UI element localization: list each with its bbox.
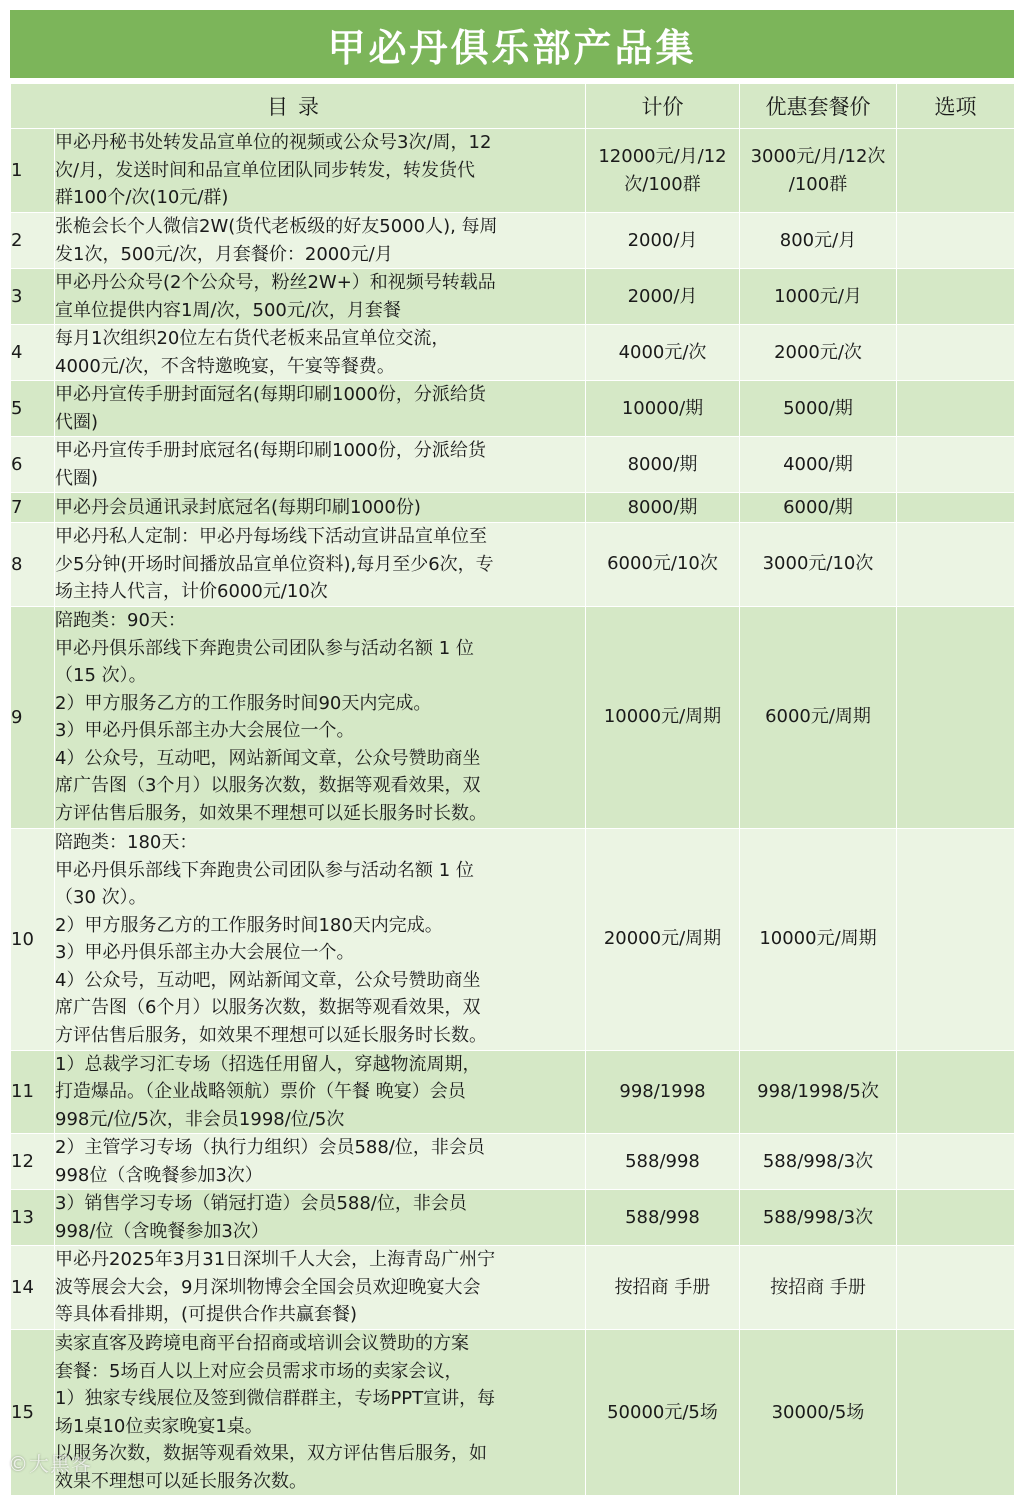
row-option-cell[interactable]: [897, 523, 1015, 607]
description-line: 4000元/次，不含特邀晚宴，午宴等餐费。: [55, 355, 395, 377]
row-number: 7: [11, 493, 55, 523]
description-line: 场1桌10位卖家晚宴1桌。: [55, 1415, 263, 1437]
row-description: [55, 523, 586, 607]
price-line: 8000/期: [627, 496, 698, 518]
row-package-price: [740, 523, 897, 607]
row-option-cell[interactable]: [897, 828, 1015, 1050]
row-option-cell[interactable]: [897, 1190, 1015, 1246]
description-line: 宣单位提供内容1周/次，500元/次，月套餐: [55, 299, 401, 321]
row-package-price: [740, 606, 897, 828]
row-package-price: [740, 381, 897, 437]
description-line: 2）甲方服务乙方的工作服务时间180天内完成。: [55, 914, 443, 936]
table-row: [11, 1246, 1015, 1330]
row-package-price: [740, 1190, 897, 1246]
price-line: 588/998: [625, 1150, 700, 1172]
price-line: 8000/期: [627, 453, 698, 475]
package-line: 6000/期: [783, 496, 853, 518]
package-line: 6000元/周期: [765, 706, 871, 727]
row-number: 6: [11, 437, 55, 493]
row-number: 15: [11, 1330, 55, 1496]
row-price: [586, 381, 740, 437]
description-line: 998位（含晚餐参加3次）: [55, 1164, 263, 1186]
description-line: 陪跑类：90天：: [55, 610, 186, 631]
row-package-price: [740, 1246, 897, 1330]
price-line: 12000元/月/12: [598, 145, 727, 167]
row-number: 3: [11, 269, 55, 325]
description-line: 2）甲方服务乙方的工作服务时间90天内完成。: [55, 692, 432, 714]
row-description: [55, 828, 586, 1050]
price-line: 按招商 手册: [614, 1276, 711, 1298]
price-line: 50000元/5场: [607, 1401, 718, 1423]
row-description: [55, 381, 586, 437]
table-row: [11, 828, 1015, 1050]
description-line: （30 次）。: [55, 887, 147, 908]
row-package-price: [740, 269, 897, 325]
row-number: 13: [11, 1190, 55, 1246]
price-line: 2000/月: [627, 285, 698, 307]
description-line: 卖家直客及跨境电商平台招商或培训会议赞助的方案: [55, 1333, 469, 1354]
price-line: 6000元/10次: [607, 553, 718, 575]
description-line: 次/月，发送时间和品宣单位团队同步转发，转发货代: [55, 159, 476, 181]
row-package-price: [740, 129, 897, 213]
table-row: [11, 606, 1015, 828]
description-line: 等具体看排期，(可提供合作共赢套餐): [55, 1304, 358, 1326]
row-price: [586, 493, 740, 523]
row-description: [55, 129, 586, 213]
row-price: [586, 1246, 740, 1330]
price-line: 998/1998: [619, 1080, 706, 1102]
description-line: 1）独家专线展位及签到微信群群主，专场PPT宣讲，每: [55, 1388, 496, 1409]
header-package-price: 优惠套餐价: [740, 84, 897, 129]
table-row: [11, 325, 1015, 381]
row-price: [586, 213, 740, 269]
row-price: [586, 269, 740, 325]
description-line: 4）公众号，互动吧，网站新闻文章，公众号赞助商坐: [55, 969, 481, 991]
table-row: [11, 269, 1015, 325]
package-line: 10000元/周期: [759, 928, 877, 949]
description-line: 席广告图（6个月）以服务次数，数据等观看效果，双: [55, 997, 481, 1018]
row-price: [586, 606, 740, 828]
row-option-cell[interactable]: [897, 437, 1015, 493]
table-header-row: [11, 84, 1015, 129]
description-line: 3）甲必丹俱乐部主办大会展位一个。: [55, 720, 355, 741]
table-row: [11, 1330, 1015, 1496]
description-line: 甲必丹宣传手册封面冠名(每期印刷1000份，分派给货: [55, 384, 486, 405]
row-price: [586, 523, 740, 607]
description-line: 效果不理想可以延长服务次数。: [55, 1470, 307, 1492]
header-option: 选项: [897, 84, 1015, 129]
description-line: 甲必丹秘书处转发品宣单位的视频或公众号3次/周，12: [55, 132, 492, 154]
row-number: 11: [11, 1050, 55, 1134]
row-description: [55, 606, 586, 828]
description-line: 陪跑类：180天：: [55, 832, 198, 853]
header-directory: 目录: [11, 84, 586, 129]
price-line: 次/100群: [624, 173, 701, 195]
description-line: 席广告图（3个月）以服务次数，数据等观看效果，双: [55, 775, 481, 796]
row-price: [586, 437, 740, 493]
description-line: 甲必丹俱乐部线下奔跑贵公司团队参与活动名额 1 位: [55, 859, 474, 881]
description-line: 代圈): [55, 467, 99, 489]
row-number: 14: [11, 1246, 55, 1330]
package-line: 3000元/月/12次: [750, 145, 886, 167]
description-line: 甲必丹私人定制：甲必丹每场线下活动宣讲品宣单位至: [55, 526, 487, 547]
table-row: [11, 523, 1015, 607]
package-line: 3000元/10次: [762, 553, 874, 575]
table-row: [11, 1134, 1015, 1190]
package-line: 5000/期: [783, 397, 853, 419]
table-row: [11, 1050, 1015, 1134]
row-package-price: [740, 493, 897, 523]
description-line: 发1次，500元/次，月套餐价：2000元/月: [55, 243, 393, 265]
price-line: 10000元/周期: [603, 706, 722, 727]
row-option-cell[interactable]: [897, 1246, 1015, 1330]
row-option-cell[interactable]: [897, 325, 1015, 381]
table-row: [11, 381, 1015, 437]
row-description: [55, 1050, 586, 1134]
description-line: 1）总裁学习汇专场（招选任用留人，穿越物流周期，: [55, 1053, 481, 1075]
row-description: [55, 437, 586, 493]
description-line: 3）甲必丹俱乐部主办大会展位一个。: [55, 942, 355, 963]
description-line: 3）销售学习专场（销冠打造）会员588/位，非会员: [55, 1193, 467, 1214]
description-line: 方评估售后服务，如效果不理想可以延长服务时长数。: [55, 1024, 487, 1046]
row-description: [55, 1134, 586, 1190]
description-line: 少5分钟(开场时间播放品宣单位资料),每月至少6次，专: [55, 553, 494, 575]
row-package-price: [740, 437, 897, 493]
page-title: 甲必丹俱乐部产品集: [10, 10, 1014, 78]
description-line: 场主持人代言，计价6000元/10次: [55, 581, 328, 602]
row-price: [586, 828, 740, 1050]
package-line: 30000/5场: [771, 1401, 865, 1423]
row-description: [55, 325, 586, 381]
row-description: [55, 493, 586, 523]
row-option-cell[interactable]: [897, 269, 1015, 325]
table-row: [11, 1190, 1015, 1246]
description-line: 甲必丹俱乐部线下奔跑贵公司团队参与活动名额 1 位: [55, 637, 474, 659]
description-line: 甲必丹会员通讯录封底冠名(每期印刷1000份): [55, 496, 421, 518]
description-line: 每月1次组织20位左右货代老板来品宣单位交流，: [55, 328, 450, 349]
package-line: 按招商 手册: [770, 1276, 866, 1298]
description-line: 998/位（含晚餐参加3次）: [55, 1220, 269, 1242]
description-line: 甲必丹宣传手册封底冠名(每期印刷1000份，分派给货: [55, 440, 486, 461]
row-package-price: [740, 325, 897, 381]
table-row: [11, 129, 1015, 213]
row-price: [586, 325, 740, 381]
row-description: [55, 213, 586, 269]
description-line: 波等展会大会，9月深圳物博会全国会员欢迎晚宴大会: [55, 1276, 481, 1298]
header-price: 计价: [586, 84, 740, 129]
package-line: /100群: [788, 173, 848, 195]
row-option-cell[interactable]: [897, 1050, 1015, 1134]
description-line: 套餐：5场百人以上对应会员需求市场的卖家会议，: [55, 1360, 463, 1382]
price-line: 10000/期: [621, 397, 704, 419]
row-number: 12: [11, 1134, 55, 1190]
row-description: [55, 1330, 586, 1496]
description-line: 以服务次数，数据等观看效果，双方评估售后服务，如: [55, 1443, 487, 1464]
row-option-cell[interactable]: [897, 381, 1015, 437]
price-line: 4000元/次: [618, 341, 707, 363]
description-line: 张桅会长个人微信2W(货代老板级的好友5000人), 每周: [55, 216, 498, 237]
row-option-cell[interactable]: [897, 1134, 1015, 1190]
row-description: [55, 1190, 586, 1246]
package-line: 800元/月: [779, 229, 857, 251]
table-row: [11, 493, 1015, 523]
price-line: 588/998: [625, 1206, 700, 1228]
watermark-logo: ©大黑客: [8, 1452, 92, 1476]
description-line: 2）主管学习专场（执行力组织）会员588/位，非会员: [55, 1137, 485, 1158]
table-row: [11, 213, 1015, 269]
row-number: 5: [11, 381, 55, 437]
package-line: 4000/期: [783, 453, 853, 475]
price-line: 2000/月: [627, 229, 698, 251]
row-option-cell[interactable]: [897, 606, 1015, 828]
package-line: 998/1998/5次: [757, 1080, 879, 1102]
row-price: [586, 1190, 740, 1246]
description-line: 方评估售后服务，如效果不理想可以延长服务时长数。: [55, 802, 487, 824]
price-line: 20000元/周期: [603, 928, 722, 949]
row-price: [586, 1134, 740, 1190]
row-option-cell[interactable]: [897, 1330, 1015, 1496]
description-line: （15 次）。: [55, 665, 147, 686]
description-line: 甲必丹2025年3月31日深圳千人大会，上海青岛广州宁: [55, 1249, 496, 1271]
row-option-cell[interactable]: [897, 213, 1015, 269]
row-package-price: [740, 1134, 897, 1190]
package-line: 1000元/月: [774, 285, 862, 307]
row-number: 2: [11, 213, 55, 269]
row-price: [586, 129, 740, 213]
description-line: 4）公众号，互动吧，网站新闻文章，公众号赞助商坐: [55, 747, 481, 769]
row-number: 10: [11, 828, 55, 1050]
row-package-price: [740, 213, 897, 269]
row-number: 4: [11, 325, 55, 381]
package-line: 588/998/3次: [762, 1150, 874, 1172]
package-line: 588/998/3次: [762, 1206, 874, 1228]
row-number: 9: [11, 606, 55, 828]
row-price: [586, 1330, 740, 1496]
row-number: 1: [11, 129, 55, 213]
row-package-price: [740, 1330, 897, 1496]
table-row: [11, 437, 1015, 493]
row-description: [55, 269, 586, 325]
row-price: [586, 1050, 740, 1134]
description-line: 打造爆品。（企业战略领航）票价（午餐 晚宴）会员: [55, 1081, 466, 1102]
row-description: [55, 1246, 586, 1330]
row-package-price: [740, 828, 897, 1050]
row-option-cell[interactable]: [897, 493, 1015, 523]
row-number: 8: [11, 523, 55, 607]
row-option-cell[interactable]: [897, 129, 1015, 213]
row-package-price: [740, 1050, 897, 1134]
package-line: 2000元/次: [774, 341, 862, 363]
description-line: 群100个/次(10元/群): [55, 187, 229, 209]
description-line: 998元/位/5次，非会员1998/位/5次: [55, 1108, 345, 1130]
description-line: 甲必丹公众号(2个公众号，粉丝2W+）和视频号转载品: [55, 272, 496, 293]
product-table: [10, 83, 1015, 1496]
description-line: 代圈): [55, 411, 99, 433]
